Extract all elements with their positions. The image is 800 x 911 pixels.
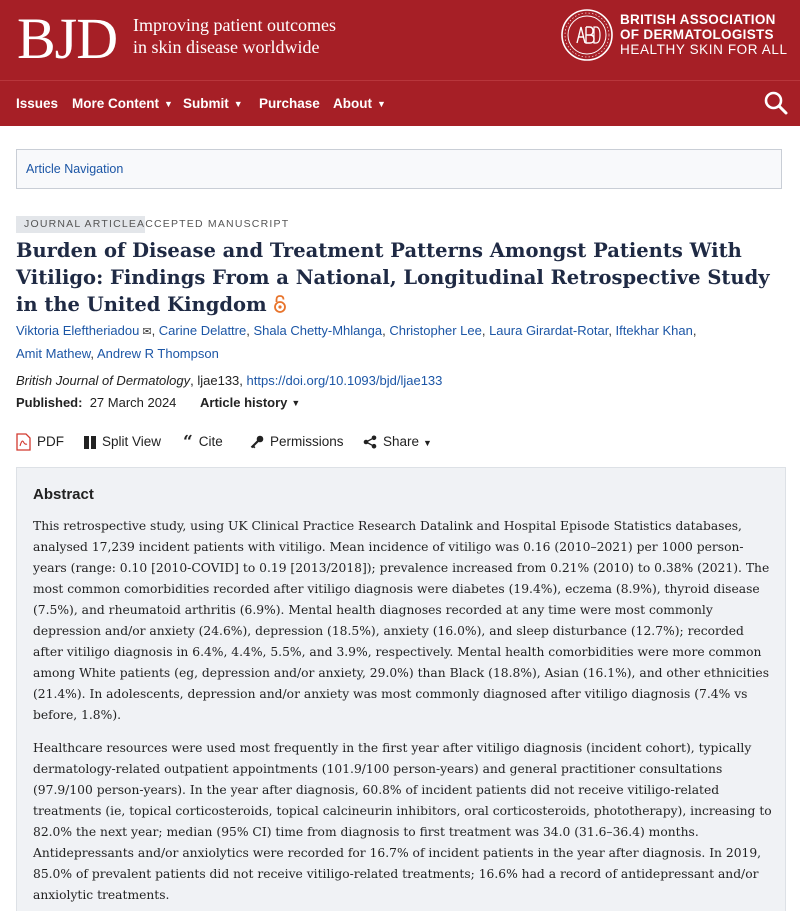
article-id: , ljae133,	[190, 373, 247, 388]
article-type-badge: JOURNAL ARTICLE	[16, 216, 145, 233]
journal-logo[interactable]: BJD	[17, 6, 118, 71]
tagline-line-1: Improving patient outcomes	[133, 15, 336, 35]
abstract-paragraph: Healthcare resources were used most frequently in the first year after vitiligo diagnosis (incident cohort), typically dermatology-related outpatient appointments (101.9/100 person-years) and general practitioner consultations (97.9/100 person-years). In the year after diagnosis, 60.8% of incident patients did not receive vitiligo-related treatments (ie, topical corticosteroids, topical calcineurin inhibitors, oral corticosteroids, phototherapy), increasing to 82.0% the next year; median (95% CI) time from diagnosis to first treatment was 34.0 (31.6–36.4) months. Antidepressants and/or anxiolytics were recorded for 16.7% of incident patients in the year after diagnosis. In 2019, 85.0% of prevalent patients did not receive vitiligo-related treatments; 16.6% had a record of antidepressant and/or anxiolytic treatments.	[33, 741, 772, 902]
chevron-down-icon: ▼	[376, 99, 386, 109]
association-line-2: OF DERMATOLOGISTS	[620, 27, 774, 42]
author-link[interactable]: Shala Chetty-Mhlanga	[253, 323, 383, 338]
published-date	[16, 394, 176, 412]
article-navigation-label[interactable]: Article Navigation	[26, 162, 124, 176]
permissions-button[interactable]	[250, 430, 344, 454]
open-access-icon	[273, 294, 287, 314]
author-link[interactable]: Christopher Lee	[389, 323, 482, 338]
published-label: Published:	[16, 395, 83, 410]
permissions-label: Permissions	[270, 434, 344, 449]
share-label: Share	[383, 434, 420, 449]
nav-purchase[interactable]	[259, 95, 320, 113]
chevron-down-icon: ▼	[291, 398, 301, 408]
share-button[interactable]	[363, 430, 432, 454]
split-view-icon	[84, 436, 96, 449]
nav-issues-label: Issues	[16, 96, 59, 111]
pdf-button[interactable]	[16, 430, 64, 454]
journal-name: British Journal of Dermatology	[16, 373, 191, 388]
author-link[interactable]: Iftekhar Khan	[615, 323, 693, 338]
site-header	[0, 0, 800, 80]
citation-line	[16, 372, 442, 390]
cite-button[interactable]	[183, 430, 223, 454]
abstract-section	[16, 467, 786, 911]
cite-label: Cite	[198, 434, 223, 449]
author-list: Viktoria Eleftheriadou ✉, Carine Delattre, Shala Chetty-Mhlanga, Christopher Lee, Laura Girardat-Rotar, Iftekhar Khan, Amit Mathew, Andrew R Thompson	[16, 323, 697, 361]
split-view-label: Split View	[102, 434, 162, 449]
nav-submit[interactable]	[183, 95, 243, 113]
article-history-label: Article history	[200, 395, 288, 410]
main-navigation	[0, 80, 800, 126]
tagline-line-2: in skin disease worldwide	[133, 37, 320, 57]
nav-purchase-label: Purchase	[259, 96, 320, 111]
author-link[interactable]: Amit Mathew	[16, 346, 91, 361]
author-link[interactable]: Laura Girardat-Rotar	[489, 323, 609, 338]
pdf-icon	[16, 433, 31, 451]
journal-tagline	[133, 14, 336, 58]
chevron-down-icon: ▼	[423, 438, 432, 448]
search-icon[interactable]	[763, 90, 789, 116]
key-icon	[250, 435, 264, 449]
article-history-toggle[interactable]	[200, 394, 300, 412]
nav-submit-label: Submit	[183, 96, 229, 111]
nav-about[interactable]	[333, 95, 386, 113]
nav-more-content-label: More Content	[72, 96, 159, 111]
nav-about-label: About	[333, 96, 372, 111]
quote-icon: “	[183, 432, 193, 453]
envelope-icon[interactable]: ✉	[142, 326, 152, 338]
association-name[interactable]	[620, 12, 788, 57]
bad-seal-icon[interactable]	[560, 8, 614, 62]
abstract-paragraph: This retrospective study, using UK Clinical Practice Research Datalink and Hospital Episode Statistics databases, analysed 17,239 incident patients with vitiligo. Mean incidence of vitiligo was 0.16 (2010–2021) per 1000 person-years (range: 0.10 [2010-COVID] to 0.19 [2013/2018]); prevalence increased from 0.21% (2010) to 0.38% (2021). The most common comorbidities recorded after vitiligo diagnosis were diabetes (19.4%), eczema (8.9%), thyroid disease (7.5%), and rheumatoid arthritis (6.9%). Mental health diagnoses recorded at any time were most commonly depression and/or anxiety (24.6%), depression (18.5%), anxiety (16.0%), and sleep disturbance (12.7%); recorded after vitiligo diagnosis in 6.4%, 4.4%, 5.5%, and 3.9%, respectively. Mental health comorbidities were more common among White patients (eg, depression and/or anxiety, 29.0%) than Black (18.8%), Asian (16.1%), and other ethnicities (21.4%). In adolescents, depression and/or anxiety was most commonly diagnosed after vitiligo diagnosis (7.4% vs before, 1.8%).	[33, 519, 770, 722]
article-navigation[interactable]	[16, 149, 782, 189]
split-view-button[interactable]	[84, 430, 161, 454]
author-link[interactable]: Carine Delattre	[158, 323, 247, 338]
article-title-text: Burden of Disease and Treatment Patterns Amongst Patients With Vitiligo: Findings From a National, Longitudinal Retrospective Study in the United Kingdom	[16, 239, 770, 316]
chevron-down-icon: ▼	[164, 99, 173, 109]
author-link[interactable]: Andrew R Thompson	[96, 346, 219, 361]
chevron-down-icon: ▼	[233, 99, 243, 109]
share-icon	[363, 435, 377, 449]
published-value: 27 March 2024	[89, 395, 177, 410]
pdf-label: PDF	[37, 434, 64, 449]
nav-issues[interactable]	[16, 95, 58, 113]
doi-link[interactable]: https://doi.org/10.1093/bjd/ljae133	[246, 373, 443, 388]
article-title	[16, 237, 786, 318]
association-slogan: HEALTHY SKIN FOR ALL	[620, 42, 788, 57]
nav-more-content[interactable]	[72, 95, 173, 113]
abstract-heading: Abstract	[33, 486, 94, 503]
author-link[interactable]: Viktoria Eleftheriadou	[16, 323, 140, 338]
article-status: ACCEPTED MANUSCRIPT	[137, 218, 290, 230]
association-line-1: BRITISH ASSOCIATION	[620, 12, 776, 27]
